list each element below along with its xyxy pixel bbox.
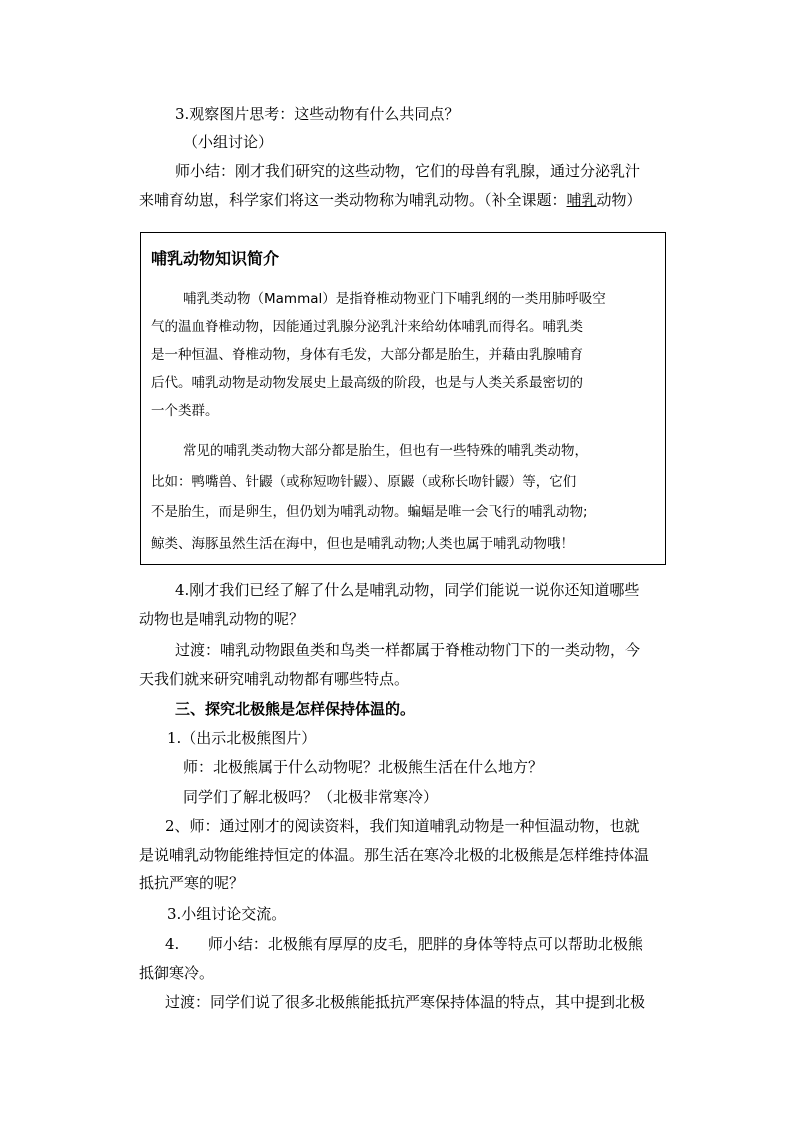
- box-line: 哺乳类动物（Mammal）是指脊椎动物亚门下哺乳纲的一类用肺呼吸空: [183, 291, 606, 307]
- transition-line-2: 天我们就来研究哺乳动物都有哪些特点。: [139, 670, 410, 688]
- step-4-summary-line-2: 抵御寒冷。: [139, 964, 215, 982]
- box-line: 鲸类、海豚虽然生活在海中，但也是哺乳动物;人类也属于哺乳动物哦！: [151, 536, 575, 552]
- transition-bottom: 过渡：同学们说了很多北极熊能抵抗严寒保持体温的特点，其中提到北极: [165, 993, 646, 1011]
- underlined-term: 哺乳: [566, 191, 597, 209]
- step-2-line-3: 抵抗严寒的呢？: [139, 874, 245, 892]
- section-3-heading: 三、探究北极熊是怎样保持体温的。: [175, 700, 416, 718]
- step-1-show-picture: 1.（出示北极熊图片）: [167, 729, 317, 747]
- step-2-line-2: 是说哺乳动物能维持恒定的体温。那生活在寒冷北极的北极熊是怎样维持体温: [139, 846, 650, 864]
- box-line: 后代。哺乳动物是动物发展史上最高级的阶段，也是与人类关系最密切的: [151, 375, 583, 391]
- step-2-line-1: 2、师：通过刚才的阅读资料，我们知道哺乳动物是一种恒温动物，也就: [165, 817, 640, 835]
- box-line: 不是胎生，而是卵生，但仍划为哺乳动物。蝙蝠是唯一会飞行的哺乳动物;: [151, 504, 588, 520]
- mammal-intro-box: [140, 232, 666, 565]
- step-3-heading: 3.观察图片思考：这些动物有什么共同点？: [175, 105, 460, 123]
- step-4-question-cont: 动物也是哺乳动物的呢？: [139, 610, 305, 628]
- teacher-question: 师：北极熊属于什么动物呢？北极熊生活在什么地方？: [183, 758, 544, 776]
- teacher-summary-text: 来哺育幼崽，科学家们将这一类动物称为哺乳动物。（补全课题：: [139, 191, 567, 209]
- box-line: 比如：鸭嘴兽、针鼹（或称短吻针鼹）、原鼹（或称长吻针鼹）等，它们: [151, 474, 577, 490]
- box-title: 哺乳动物知识简介: [151, 249, 280, 268]
- teacher-summary-line-1: 师小结：刚才我们研究的这些动物，它们的母兽有乳腺，通过分泌乳汁: [175, 162, 641, 180]
- step-4-summary-line-1: 4. 师小结：北极熊有厚厚的皮毛，肥胖的身体等特点可以帮助北极熊: [165, 935, 643, 953]
- box-line: 气的温血脊椎动物，因能通过乳腺分泌乳汁来给幼体哺乳而得名。哺乳类: [151, 319, 583, 335]
- transition-line-1: 过渡：哺乳动物跟鱼类和鸟类一样都属于脊椎动物门下的一类动物，今: [175, 641, 641, 659]
- teacher-summary-tail: 动物）: [596, 191, 642, 209]
- step-4-question: 4.刚才我们已经了解了什么是哺乳动物，同学们能说一说你还知道哪些: [175, 581, 640, 599]
- step-3-group-discussion: 3.小组讨论交流。: [167, 905, 287, 923]
- student-question: 同学们了解北极吗？（北极非常寒冷）: [183, 788, 439, 806]
- box-line: 是一种恒温、脊椎动物，身体有毛发，大部分都是胎生，并藉由乳腺哺育: [151, 347, 583, 363]
- box-line: 一个类群。: [151, 403, 219, 419]
- group-discussion-note: （小组讨论）: [183, 133, 274, 151]
- box-line: 常见的哺乳类动物大部分都是胎生，但也有一些特殊的哺乳类动物，: [183, 443, 588, 459]
- teacher-summary-line-2: [139, 190, 642, 210]
